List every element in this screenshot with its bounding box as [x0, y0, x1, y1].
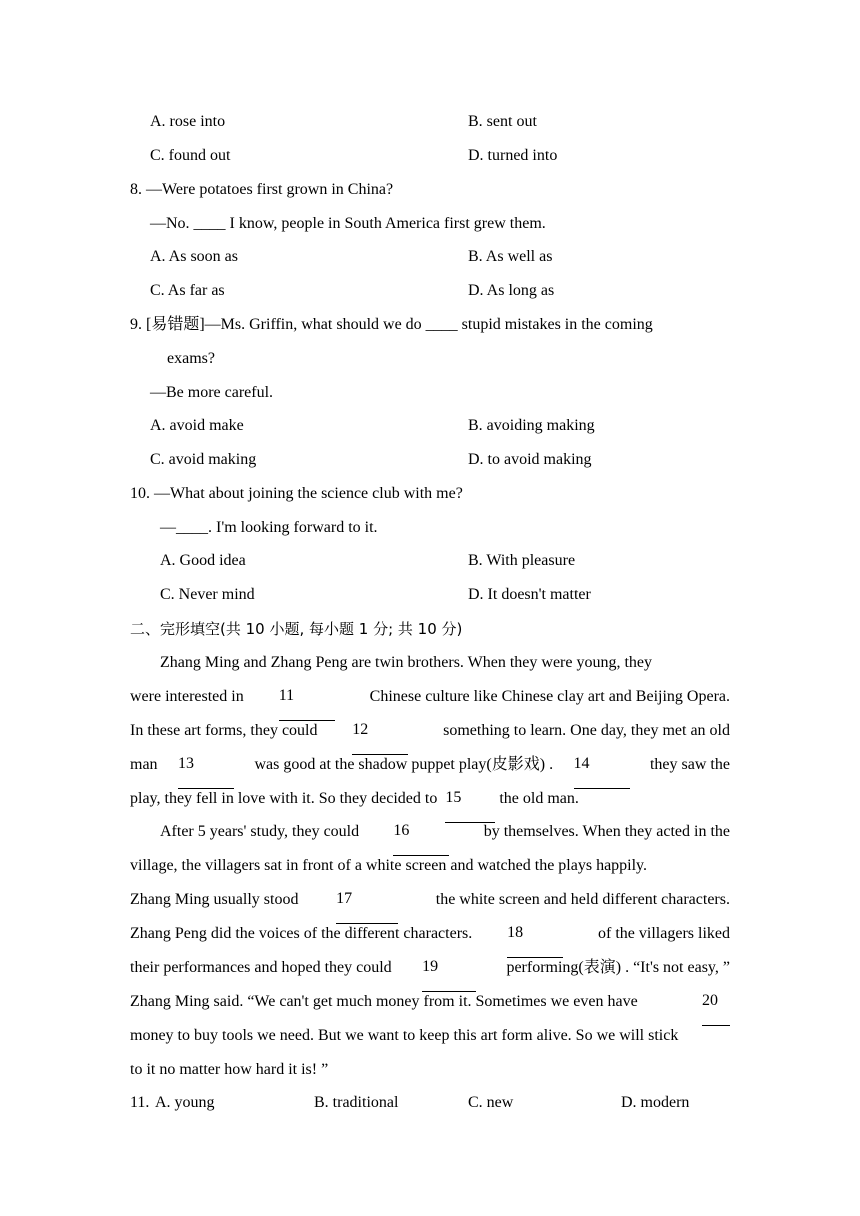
- q9-stem: 9. [易错题]—Ms. Griffin, what should we do ____ stupid mistakes in the coming: [130, 316, 653, 333]
- passage-text: they saw the: [649, 756, 730, 773]
- q8-option-b: B. As well as: [468, 248, 553, 265]
- q10-option-a: A. Good idea: [160, 552, 246, 569]
- passage-text: something to learn. One day, they met an old: [443, 722, 730, 739]
- section-heading: 二、完形填空(共 10 小题, 每小题 1 分; 共 10 分): [130, 620, 463, 638]
- q7-option-b: B. sent out: [468, 113, 537, 130]
- q10-reply: —____. I'm looking forward to it.: [160, 519, 378, 536]
- q8-option-c: C. As far as: [150, 282, 225, 299]
- passage-text: performing(表演) . “It's not easy, ”: [506, 959, 730, 976]
- passage-text: of the villagers liked: [598, 925, 730, 942]
- q9-option-a: A. avoid make: [150, 417, 244, 434]
- passage-line: [130, 822, 730, 856]
- blank-12: 12: [352, 721, 408, 755]
- passage-text: to it no matter how hard it is! ”: [130, 1061, 329, 1078]
- passage-text: Zhang Peng did the voices of the different characters.: [130, 925, 473, 942]
- passage-text: village, the villagers sat in front of a white screen and watched the plays happily.: [130, 857, 648, 874]
- q9-option-b: B. avoiding making: [468, 417, 595, 434]
- q11-option-a: A. young: [155, 1094, 215, 1111]
- q10-option-d: D. It doesn't matter: [468, 586, 591, 603]
- q8-option-d: D. As long as: [468, 282, 555, 299]
- q10-option-b: B. With pleasure: [468, 552, 576, 569]
- q7-option-a: A. rose into: [150, 113, 226, 130]
- q8-reply: —No. ____ I know, people in South America first grew them.: [150, 215, 546, 232]
- blank-15: 15: [445, 789, 495, 823]
- blank-17: 17: [336, 890, 398, 924]
- q10-option-c: C. Never mind: [160, 586, 255, 603]
- q11-option-b: B. traditional: [314, 1094, 399, 1111]
- blank-20: 20: [702, 992, 730, 1026]
- passage-text: Zhang Ming said. “We can't get much money from it. Sometimes we even have: [130, 993, 638, 1010]
- blank-14: 14: [574, 755, 630, 789]
- q8-option-a: A. As soon as: [150, 248, 239, 265]
- passage-line: [130, 924, 730, 958]
- passage-paragraph-1: [130, 653, 730, 823]
- q11-option-c: C. new: [468, 1094, 514, 1111]
- q9-option-d: D. to avoid making: [468, 451, 592, 468]
- passage-text: were interested in: [130, 688, 244, 705]
- passage-text: man: [130, 756, 158, 773]
- passage-text: their performances and hoped they could: [130, 959, 392, 976]
- q7-option-d: D. turned into: [468, 147, 558, 164]
- passage-text: After 5 years' study, they could: [160, 823, 360, 840]
- blank-18: 18: [507, 924, 563, 958]
- blank-19: 19: [422, 958, 476, 992]
- passage-line: [130, 890, 730, 924]
- q9-reply: —Be more careful.: [150, 384, 274, 401]
- blank-11: 11: [279, 687, 335, 721]
- passage-line: [130, 687, 730, 721]
- passage-text: In these art forms, they could: [130, 722, 318, 739]
- passage-line: [130, 789, 730, 823]
- passage-text: Chinese culture like Chinese clay art and Beijing Opera.: [369, 688, 730, 705]
- passage-line: [130, 856, 730, 890]
- q7-option-c: C. found out: [150, 147, 231, 164]
- passage-text: money to buy tools we need. But we want to keep this art form alive. So we will stick: [130, 1027, 679, 1044]
- passage-text: play, they fell in love with it. So they decided to: [130, 790, 438, 807]
- passage-line: [130, 1026, 730, 1060]
- passage-text: Zhang Ming and Zhang Peng are twin brothers. When they were young, they: [160, 654, 653, 671]
- passage-line: [130, 721, 730, 755]
- passage-text: the old man.: [499, 790, 579, 807]
- passage-line: [130, 755, 730, 789]
- blank-13: 13: [178, 755, 234, 789]
- passage-text: Zhang Ming usually stood: [130, 891, 299, 908]
- passage-line: [130, 1060, 730, 1094]
- passage-line: [130, 992, 730, 1026]
- q9-option-c: C. avoid making: [150, 451, 257, 468]
- q10-stem: 10. —What about joining the science club with me?: [130, 485, 463, 502]
- passage-line: [130, 653, 730, 687]
- passage-text: by themselves. When they acted in the: [483, 823, 730, 840]
- blank-16: 16: [393, 822, 449, 856]
- q11-number: 11.: [130, 1094, 150, 1111]
- q8-stem: 8. —Were potatoes first grown in China?: [130, 181, 394, 198]
- passage-text: the white screen and held different characters.: [435, 891, 730, 908]
- q9-stem-continued: exams?: [167, 350, 215, 367]
- passage-line: [130, 958, 730, 992]
- q11-option-d: D. modern: [621, 1094, 690, 1111]
- passage-text: was good at the shadow puppet play(皮影戏) .: [254, 756, 554, 773]
- passage-paragraph-2: [130, 822, 730, 1094]
